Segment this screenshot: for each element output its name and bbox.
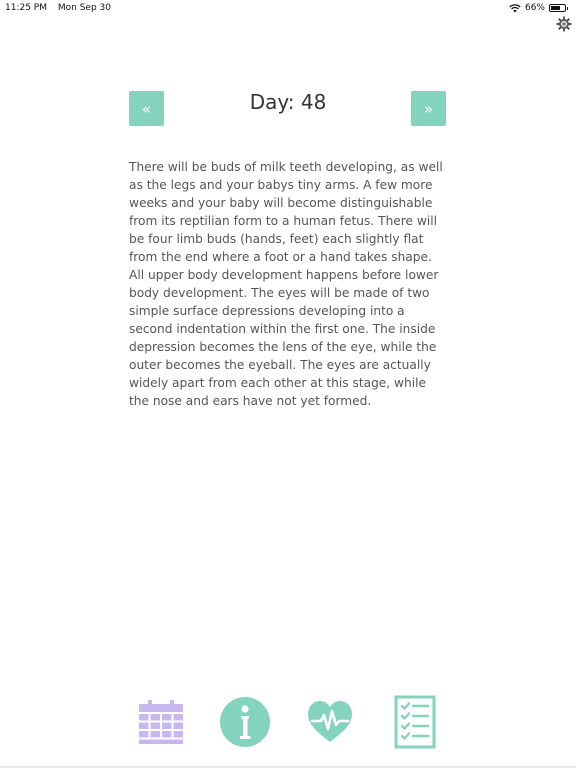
tab-calendar[interactable] — [134, 694, 188, 750]
wifi-icon — [509, 4, 521, 13]
day-label: Day: — [249, 90, 295, 114]
tab-info[interactable] — [218, 694, 272, 750]
page-title — [0, 90, 576, 114]
battery-percent: 66% — [524, 3, 545, 13]
previous-day-button[interactable]: « — [129, 91, 164, 126]
heartbeat-icon — [306, 700, 354, 744]
battery-icon — [549, 4, 566, 12]
tab-health[interactable] — [303, 694, 357, 750]
day-number: 48 — [300, 90, 327, 114]
battery-level — [551, 6, 560, 10]
calendar-icon — [138, 699, 184, 745]
info-icon — [219, 696, 271, 748]
tab-bar — [0, 694, 576, 754]
status-right — [509, 3, 566, 13]
tab-checklist[interactable] — [388, 694, 442, 750]
status-time: 11:25 PM — [5, 3, 47, 13]
status-left — [5, 3, 119, 13]
day-description: There will be buds of milk teeth developing, as well as the legs and your babys tiny arms. A few more weeks and your baby will become distinguishable from its reptilian form to a human fetus. There will be four limb buds (hands, feet) each slightly flat from the end where a foot or a hand takes shape. All upper body development happens before lower body development. The eyes will be made of two simple surface depressions developing into a second indentation within the first one. The inside depression becomes the lens of the eye, while the outer becomes the eyeball. The eyes are actually widely apart from each other at this stage, while the nose and ears have not yet formed. — [129, 160, 443, 408]
status-date: Mon Sep 30 — [57, 3, 111, 13]
checklist-icon — [394, 695, 436, 749]
status-bar — [0, 0, 576, 16]
gear-icon[interactable] — [556, 16, 572, 32]
next-day-button[interactable]: » — [411, 91, 446, 126]
